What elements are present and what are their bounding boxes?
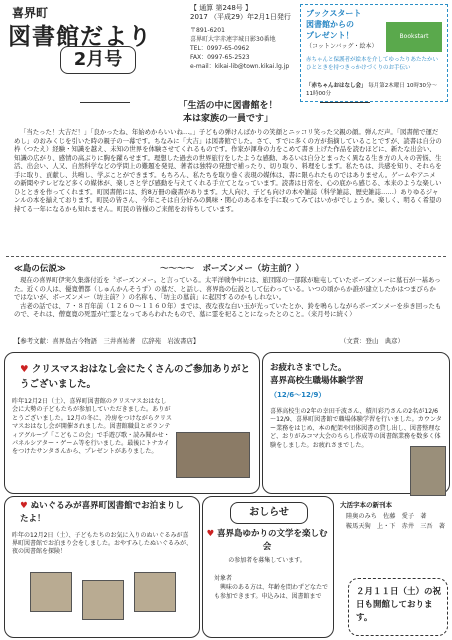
highschool-photo [410,446,446,496]
notice-target: 興味のある方は、年齢を問わずどなたでも参加できます。申込みは、図書館まで [214,584,329,600]
essay-heading-2: 本は家族の一員です」 [182,114,273,124]
notice-sub: の参加者を募集しています。 [228,557,306,564]
essay-heading [138,100,318,126]
heart-icon: ♥ [20,364,29,375]
legend-body-2: 古老の話では、７・８百年前（１２６０～１１６０年）までは、夜な夜な白い玉が光っていたとか、鈴を鳴らしながらボーズンメーを歩き回ったもので、それは、僧寛寛の死霊が亡霊となってあらわれたもので、墓に霊を祀ることになったとのこと。（来月号に続く） [14,301,442,318]
nuigurumi-heading-text: ぬいぐるみが喜界町図書館でお泊まりしたよ！ [20,501,184,524]
holiday-text: ２月１１日（土）の祝日も開館しております。 [356,587,442,623]
bookstart-title-4: （コットンバッグ・絵本） [306,43,378,50]
town-name: 喜界町 [12,6,49,20]
notice-target-label: 対象者 [214,575,233,582]
contact-info [190,26,289,71]
bookstart-title-1: ブックスタート [306,9,362,18]
postal-code: 〒891-6201 [190,27,225,34]
bookstart-title-2: 図書館からの [306,20,354,29]
notice-text [214,574,328,601]
newbooks-list [346,512,446,532]
legend-reference: 【参考文献：喜界島古今物語 三井喜祐著 広辞苑 岩波書店】 [14,337,200,345]
highschool-heading [270,362,442,388]
issue-number: 【 通算 第248号 】 [190,4,253,12]
heading-rule-right [320,102,370,104]
notice-title: おしらせ [230,502,308,524]
christmas-heading-text: クリスマスおはなし会にたくさんのご参加ありがとうございました。 [20,364,250,390]
email: e-mail：kikai-lib@town.kikai.lg.jp [190,63,290,70]
christmas-text: 昨年12月2日（土）、喜界町図書館のクリスマスおはなし会に大勢の子どもたちが参加していただきました。ありがとうございました。12月の冬に、冷房をつけながらクリスマスおはなし会が開催されました。図書館職員とボランティアグループ「こどもこの会」で手遊び歌・読み聞かせ・パネルシアター・ゲーム等を行いました。最後にトナカイをつけたサンタさんから、プレゼントがありました。 [12,398,172,456]
bookstart-title [306,8,377,52]
issue-info [190,4,291,22]
fax: FAX：0997-65-2523 [190,54,250,61]
highschool-date: （12/6～12/9） [270,391,326,399]
issue-date: 2017 （平成29）年2月1日発行 [190,13,291,21]
highschool-heading-2: 喜界高校生職場体験学習 [270,376,364,386]
heart-icon: ♥ [206,529,215,539]
month-badge: 2月号 [60,46,136,74]
address: 喜界町大字赤連字城日影30番地 [190,36,276,43]
legend-author: （文責：登山 典彦） [340,337,404,345]
highschool-heading-1: お疲れさまでした。 [270,363,347,373]
essay-heading-1: 「生活の中に図書館を！ [178,101,278,111]
bookstart-note [306,82,442,98]
notice-heading [206,528,328,567]
tel: TEL：0997-65-0962 [190,45,250,52]
nuigurumi-photo-2 [82,580,124,620]
nuigurumi-heading [20,500,190,526]
newbook-1: 陸奥のみち 佐藤 愛子 著 [346,513,427,520]
christmas-heading [20,362,250,392]
legend-body [14,276,442,319]
nuigurumi-photo-3 [134,572,176,612]
legend-title: ≪島の伝説≫ [14,264,66,274]
legend-heading: ～～～～ ボーズンメー（坊主前？） [160,264,304,274]
section-divider [6,256,446,258]
nuigurumi-text: 昨年の12月2日（土）、子どもたちのお気に入りのぬいぐるみが喜界町図書館でお泊まり会をしました。おやすみしたぬいぐるみが、夜の図書館を探険！ [12,532,193,556]
newbooks-heading: 大活字本の新刊本 [340,501,392,509]
legend-body-1: 現在の喜界町伊実久集落付近を〝ボーズンメー〟と言っている。太平洋戦争中には、旅団隊の一部隊が駐屯していたボーズンメーに墓石が一基あった。近くの人は、優寛僧都（しゅんかんそうず）の墓だ、と話し、喜界島の伝説として伝わっている。いつの頃からか誰が建立したかはつまびらかではないが、ボーズンメー（坊主前？）の名称も、「坊主の墓前」に起因するのかもしれない。 [14,276,441,301]
bookstart-note-date: 毎月第2木曜日 10時30分～11時00分 [306,83,438,97]
nuigurumi-photo-1 [30,572,72,612]
bookstart-logo: Bookstart [386,22,442,52]
heart-icon: ♥ [20,501,28,511]
christmas-photo [176,432,250,478]
notice-heading-text: 喜界島ゆかりの文学を楽しむ会 [217,529,328,552]
essay-body: 「当たった！大吉だ！」「良かったね、年始めからいいね…。」子どもの弾けんばかりの笑顔とニッコリ笑った父親の顔。弾んだ声。「図書館で運だめし」のおみくじを引いた時の親子の一幕です。ちなみに「大吉」は図書館でした。さて、すでに多くの方が指摘していることですが、読書は自分の枠（つたえ）経験・知識を越え、未知の世界を体験させてくれるものです。作家が渾身の力をこめて書き上げた作品を読むほどに、新たな出会い、知識の広がり、感情の高ぶりに胸を躍らせます。理想した過去の世界旅行をしたような感動、あるいは自分とまったく異なる生き方の人々の苦悩、生活、出会い、人又、自然科学などの学問上の難題を発見、著者は独特の発想で補ったり、切り取り、料理をします。私たちは、共感を知り、それらを手に取り、貢献し、共鳴し、学ぶことができます。もちろん、私たちを取り巻く表現の媒体は、書に限られたものではありません。ゲームやアニメの新聞やテレビなど多くの媒体が、楽しさと学び感動を与えてくれる手立てとなっています。読書は日常を、心の底から感じる、本来のような楽しいひとときを作ってくれます。町図書館には、約8万冊の蔵書があります。大人向け、子ども向けの本や雑誌（科学雑誌、歴史雑誌……）ありゆるジャンルの本を揃えております。町民の皆さん、今年こそは自分好みの興味・関心のある本を手に取ってみてはいかがでしょうか。楽しく、明るく希望の持てる一年になるかも知れません。町民の皆様のご来館をお待ちしています。 [14,128,442,213]
bookstart-note-label: 「赤ちゃんおはなし会」 [306,83,367,89]
newsletter-title: 図書館だより [8,24,152,50]
newbook-2: 鞍馬天狗 上・下 赤井 三吾 著 [346,523,445,530]
bookstart-title-3: プレゼント！ [306,31,354,40]
highschool-text: 喜界高校生の2年の幸田千波さん、積川彩乃さんの2名が12/6～12/9、喜界町図書館で職場体験学習を行いました。カウンター業務をはじめ、本の配架や団体図書の貸し出し、図書整理など、おりがみコマ大会のちらし作成等の図書館業務を数多く体験をしました。お疲れさまでした。 [270,408,442,449]
bookstart-text: 赤ちゃんと保護者が絵本を介してゆったりあたたかいひとときを持つきっかけづくりのお手伝い [306,57,438,71]
heading-rule-left [80,102,130,104]
